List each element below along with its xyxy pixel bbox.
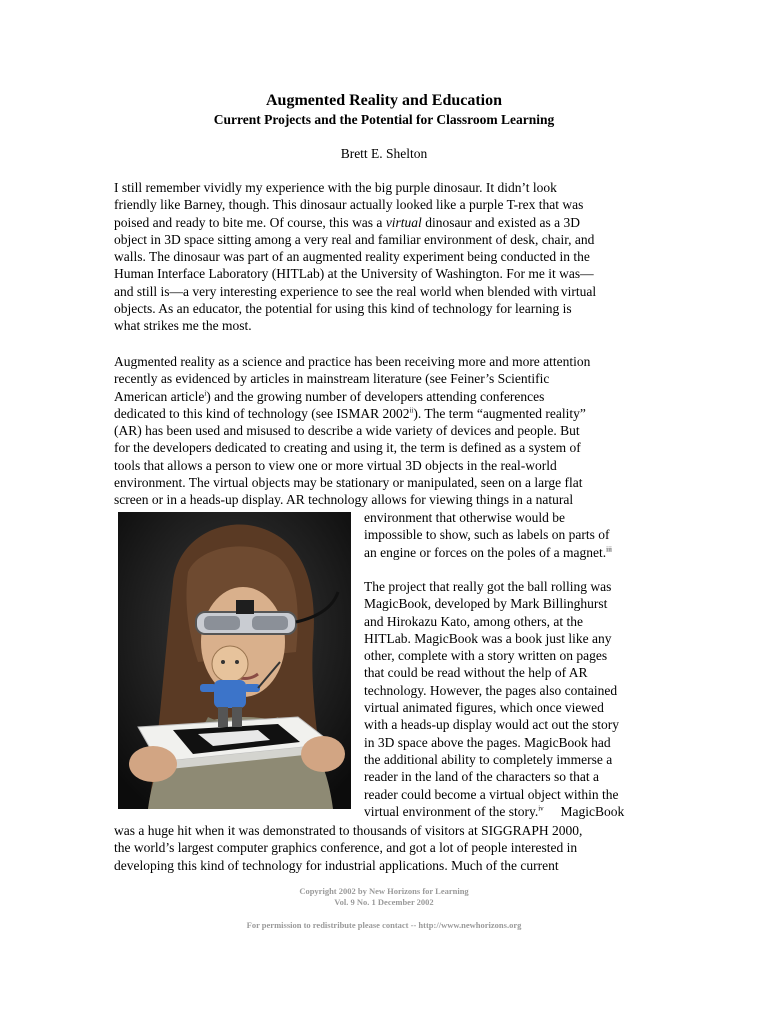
text-line: virtual animated figures, which once viewed: [364, 700, 604, 716]
italic-virtual: virtual: [385, 214, 422, 230]
text-line: in 3D space above the pages. MagicBook had: [364, 734, 611, 750]
text-line: reader could become a virtual object within the: [364, 786, 619, 802]
text-run: virtual environment of the story.: [364, 803, 539, 819]
paragraph-siggraph: [114, 822, 654, 874]
text-line: I still remember vividly my experience with the big purple dinosaur. It didn’t look: [114, 180, 557, 195]
page-subtitle: Current Projects and the Potential for Classroom Learning: [213, 112, 555, 127]
text-run: dedicated to this kind of technology (see ISMAR 2002: [114, 405, 410, 421]
paragraph-natural-environment: [364, 509, 654, 561]
text-line: the additional ability to completely immerse a: [364, 751, 613, 767]
text-line: [364, 803, 654, 820]
magicbook-photo: [118, 512, 351, 809]
text-line: impossible to show, such as labels on parts of: [364, 527, 610, 543]
text-line: the world’s largest computer graphics conference, and got a lot of people interested in: [114, 840, 578, 856]
text-line: for the developers dedicated to creating and using it, the term is defined as a system of: [114, 440, 581, 456]
photo-illustration: [118, 512, 351, 809]
text-line: Human Interface Laboratory (HITLab) at the University of Washington. For me it was—: [114, 266, 594, 282]
footer-permission: For permission to redistribute please contact -- http://www.newhorizons.org: [246, 920, 522, 930]
text-line: (AR) has been used and misused to describe a wide variety of devices and people. But: [114, 423, 580, 439]
page-title: Augmented Reality and Education: [265, 92, 503, 109]
text-line: was a huge hit when it was demonstrated to thousands of visitors at SIGGRAPH 2000,: [114, 823, 583, 838]
text-line: reader in the land of the characters so that a: [364, 769, 600, 785]
text-line: and still is—a very interesting experience to see the real world when blended with virtual: [114, 283, 597, 299]
text-line: and Hirokazu Kato, among others, at the: [364, 613, 583, 629]
footer-volume: Vol. 9 No. 1 December 2002: [334, 897, 434, 907]
text-line: environment that otherwise would be: [364, 510, 565, 525]
text-line: The project that really got the ball rolling was: [364, 579, 612, 594]
text-line: [114, 405, 654, 422]
text-line: what strikes me the most.: [114, 318, 252, 334]
text-run: ). The term “augmented reality”: [413, 405, 586, 421]
text-line: [364, 544, 654, 561]
text-line: walls. The dinosaur was part of an augmented reality experiment being conducted in the: [114, 249, 590, 265]
text-line: screen or in a heads-up display. AR technology allows for viewing things in a natural: [114, 492, 574, 508]
paragraph-dinosaur: [114, 179, 654, 335]
text-line: recently as evidenced by articles in mainstream literature (see Feiner’s Scientific: [114, 371, 550, 387]
text-line: that could be read without the help of AR: [364, 665, 588, 681]
text-line: environment. The virtual objects may be stationary or manipulated, seen on a large flat: [114, 475, 583, 491]
author-name: Brett E. Shelton: [340, 146, 428, 161]
text-line: objects. As an educator, the potential for using this kind of technology for learning is: [114, 301, 572, 317]
text-run: dinosaur and existed as a 3D: [421, 214, 581, 230]
text-line: other, complete with a story written on pages: [364, 648, 608, 664]
text-line: with a heads-up display would act out the story: [364, 717, 619, 733]
text-run: ) and the growing number of developers attending conferences: [206, 388, 545, 404]
endnote-ref-i: i: [204, 389, 207, 398]
text-line: HITLab. MagicBook was a book just like any: [364, 630, 612, 646]
text-line: friendly like Barney, though. This dinosaur actually looked like a purple T-rex that was: [114, 197, 584, 213]
paragraph-magicbook: [364, 578, 654, 820]
endnote-ref-iii: iii: [606, 545, 613, 554]
text-line: object in 3D space sitting among a very real and familiar environment of desk, chair, and: [114, 231, 595, 247]
text-line: MagicBook, developed by Mark Billinghurst: [364, 596, 608, 612]
text-line: tools that allows a person to view one or more virtual 3D objects in the real-world: [114, 457, 557, 473]
text-run: MagicBook: [543, 803, 625, 819]
text-run: poised and ready to bite me. Of course, this was a: [114, 214, 386, 230]
text-run: American article: [114, 388, 205, 404]
text-line: technology. However, the pages also contained: [364, 682, 618, 698]
endnote-ref-iv: iv: [538, 804, 544, 813]
endnote-ref-ii: ii: [409, 406, 414, 415]
text-line: Augmented reality as a science and practice has been receiving more and more attention: [114, 354, 591, 369]
text-line: developing this kind of technology for industrial applications. Much of the current: [114, 857, 559, 873]
paragraph-ar-definition: [114, 353, 654, 509]
text-line: [114, 214, 654, 231]
text-line: [114, 388, 654, 405]
text-run: an engine or forces on the poles of a magnet.: [364, 544, 607, 560]
footer-copyright: Copyright 2002 by New Horizons for Learning: [299, 886, 469, 896]
